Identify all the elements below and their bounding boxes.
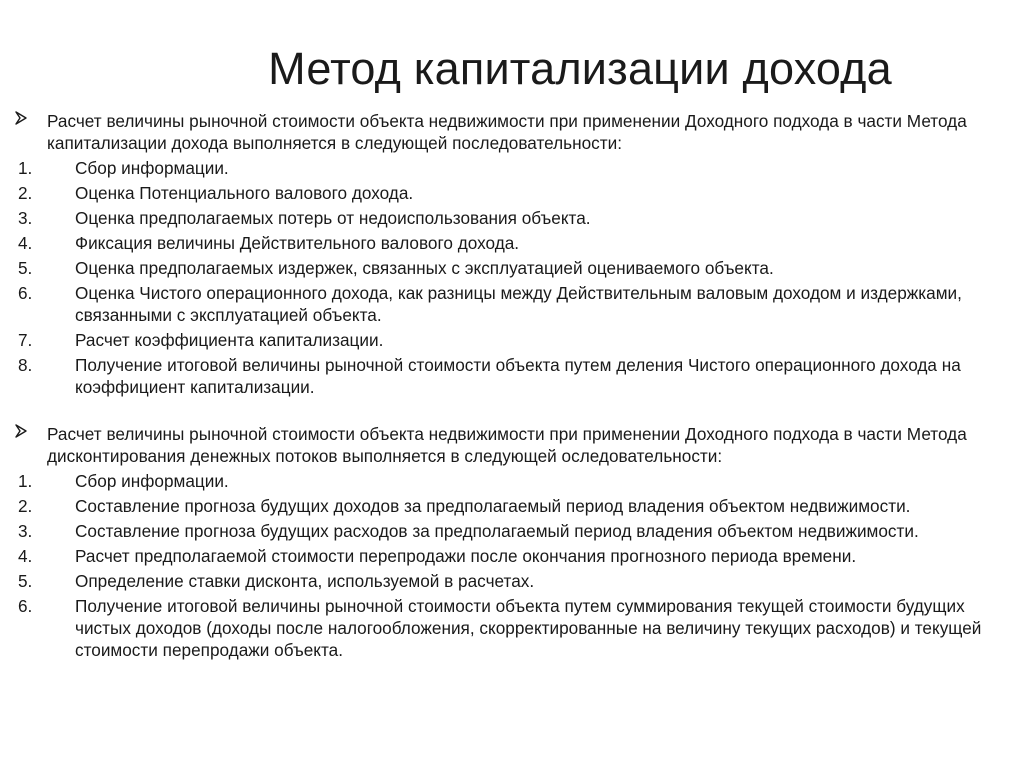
item-text: Оценка Потенциального валового дохода.	[75, 183, 414, 203]
steps-list	[0, 470, 1024, 661]
item-number: 3.	[18, 521, 33, 541]
item-text: Фиксация величины Действительного валового дохода.	[75, 233, 520, 253]
item-number: 4.	[18, 233, 33, 253]
list-item	[0, 207, 1024, 229]
section-capitalization	[0, 110, 1024, 398]
item-text: Оценка Чистого операционного дохода, как разницы между Действительным валовым доходом и издержками, связанными с эксплуатацией объекта.	[75, 283, 962, 325]
list-item	[0, 520, 1024, 542]
item-number: 6.	[18, 596, 33, 616]
item-number: 3.	[18, 208, 33, 228]
item-number: 4.	[18, 546, 33, 566]
list-item	[0, 157, 1024, 179]
item-number: 6.	[18, 283, 33, 303]
section-intro-text: Расчет величины рыночной стоимости объекта недвижимости при применении Доходного подхода в части Метода капитализации дохода выполняется в следующей последовательности:	[47, 111, 967, 153]
section-intro	[0, 423, 1024, 467]
arrow-bullet-icon	[14, 424, 28, 438]
list-item	[0, 470, 1024, 492]
list-item	[0, 545, 1024, 567]
section-intro	[0, 110, 1024, 154]
item-text: Составление прогноза будущих доходов за предполагаемый период владения объектом недвижимости.	[75, 496, 911, 516]
list-item	[0, 232, 1024, 254]
arrow-bullet-icon	[14, 111, 28, 125]
item-text: Составление прогноза будущих расходов за предполагаемый период владения объектом недвижимости.	[75, 521, 919, 541]
item-number: 5.	[18, 571, 33, 591]
item-text: Сбор информации.	[75, 158, 229, 178]
item-number: 2.	[18, 496, 33, 516]
item-text: Расчет предполагаемой стоимости перепродажи после окончания прогнозного периода времени.	[75, 546, 857, 566]
slide-content	[0, 110, 1024, 664]
item-text: Получение итоговой величины рыночной стоимости объекта путем суммирования текущей стоимости будущих чистых доходов (доходы после налогообложения, скорректированные на величину текущих расходов) и текущей стоимости перепродажи объекта.	[75, 596, 982, 660]
item-text: Оценка предполагаемых потерь от недоиспользования объекта.	[75, 208, 591, 228]
item-text: Сбор информации.	[75, 471, 229, 491]
steps-list	[0, 157, 1024, 398]
item-text: Определение ставки дисконта, используемой в расчетах.	[75, 571, 535, 591]
list-item	[0, 329, 1024, 351]
list-item	[0, 495, 1024, 517]
list-item	[0, 257, 1024, 279]
item-text: Оценка предполагаемых издержек, связанных с эксплуатацией оцениваемого объекта.	[75, 258, 774, 278]
section-dcf	[0, 423, 1024, 661]
list-item	[0, 595, 1024, 661]
list-item	[0, 282, 1024, 326]
item-number: 2.	[18, 183, 33, 203]
slide-title: Метод капитализации дохода	[268, 43, 892, 94]
item-number: 7.	[18, 330, 33, 350]
list-item	[0, 570, 1024, 592]
item-number: 1.	[18, 158, 33, 178]
item-number: 5.	[18, 258, 33, 278]
list-item	[0, 182, 1024, 204]
item-text: Расчет коэффициента капитализации.	[75, 330, 384, 350]
section-spacer	[0, 401, 1024, 423]
item-number: 8.	[18, 355, 33, 375]
list-item	[0, 354, 1024, 398]
item-number: 1.	[18, 471, 33, 491]
section-intro-text: Расчет величины рыночной стоимости объекта недвижимости при применении Доходного подхода в части Метода дисконтирования денежных потоков выполняется в следующей оследовательности:	[47, 424, 967, 466]
item-text: Получение итоговой величины рыночной стоимости объекта путем деления Чистого операционного дохода на коэффициент капитализации.	[75, 355, 961, 397]
